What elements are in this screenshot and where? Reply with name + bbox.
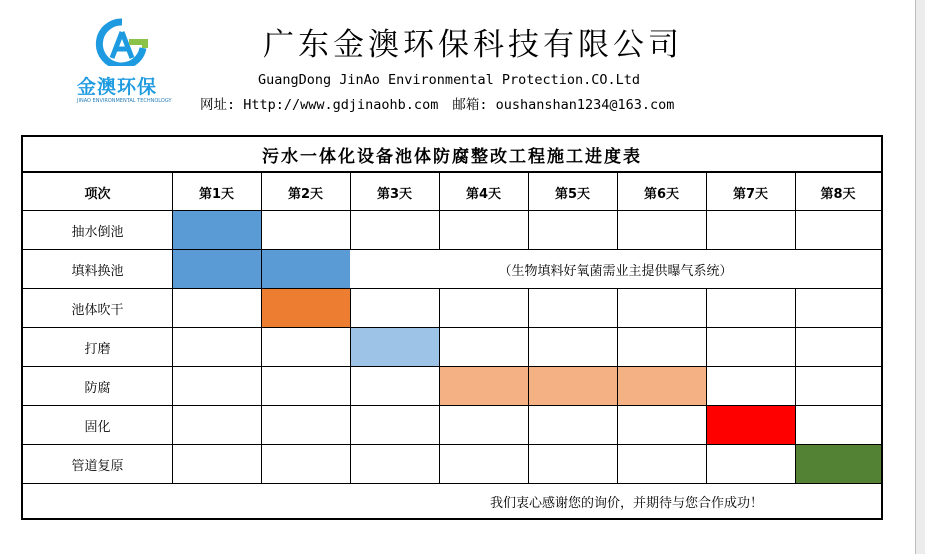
header-day: 第8天 [820,186,856,202]
column-divider [528,289,529,484]
gantt-bar [261,289,350,328]
row-divider [23,327,881,328]
gantt-bar [439,367,528,406]
gantt-bar [795,445,881,484]
company-name-cn: 广东金澳环保科技有限公司 [263,27,683,63]
gantt-bar [261,250,350,289]
logo-subtitle: JINAO ENVIRONMENTAL TECHNOLOGY [77,98,172,104]
column-divider [350,173,351,250]
gantt-bar [706,406,795,445]
email-text: 邮箱: oushanshan1234@163.com [452,97,675,113]
column-divider [439,173,440,250]
header-day: 第4天 [465,186,502,202]
task-label: 固化 [84,420,111,435]
header-item: 项次 [84,186,111,202]
contact-line [200,93,674,113]
filler-note: （生物填料好氧菌需业主提供曝气系统） [498,264,733,279]
column-divider [528,173,529,250]
header-day: 第6天 [643,186,680,202]
header-day: 第2天 [287,186,324,202]
schedule-table [21,135,883,520]
logo-mark-icon [95,18,149,66]
column-divider [706,173,707,250]
column-divider [617,173,618,250]
column-divider [706,289,707,484]
company-logo [75,18,185,113]
header-day: 第7天 [732,186,769,202]
page-margin-strip [916,0,925,554]
header-day: 第5天 [554,186,591,202]
column-divider [795,173,796,250]
header-day: 第1天 [198,186,235,202]
gantt-bar [172,250,261,289]
task-label: 池体吹干 [71,303,124,318]
task-label: 填料换池 [71,264,124,279]
gantt-bar [172,211,261,250]
website-text: 网址: Http://www.gdjinaohb.com [200,97,439,113]
column-divider [795,289,796,484]
row-divider [23,444,881,445]
header-day: 第3天 [376,186,413,202]
gantt-bar [350,328,439,367]
logo-brand-text: 金澳环保 [77,76,158,98]
row-divider [23,405,881,406]
row-divider [23,366,881,367]
table-title: 污水一体化设备池体防腐整改工程施工进度表 [23,137,881,173]
task-label: 打磨 [84,342,111,357]
row-divider [23,210,881,211]
task-label: 防腐 [84,381,111,396]
column-divider [350,289,351,484]
column-divider [172,173,173,484]
footer-thanks: 我们衷心感谢您的询价，并期待与您合作成功！ [489,495,763,511]
gantt-bar [617,367,706,406]
column-divider [261,173,262,484]
task-label: 抽水倒池 [71,225,124,240]
column-divider [439,289,440,484]
company-name-en: GuangDong JinAo Environmental Protection.CO.Ltd [258,72,641,88]
gantt-bar [528,367,617,406]
column-divider [617,289,618,484]
task-label: 管道复原 [71,459,124,474]
